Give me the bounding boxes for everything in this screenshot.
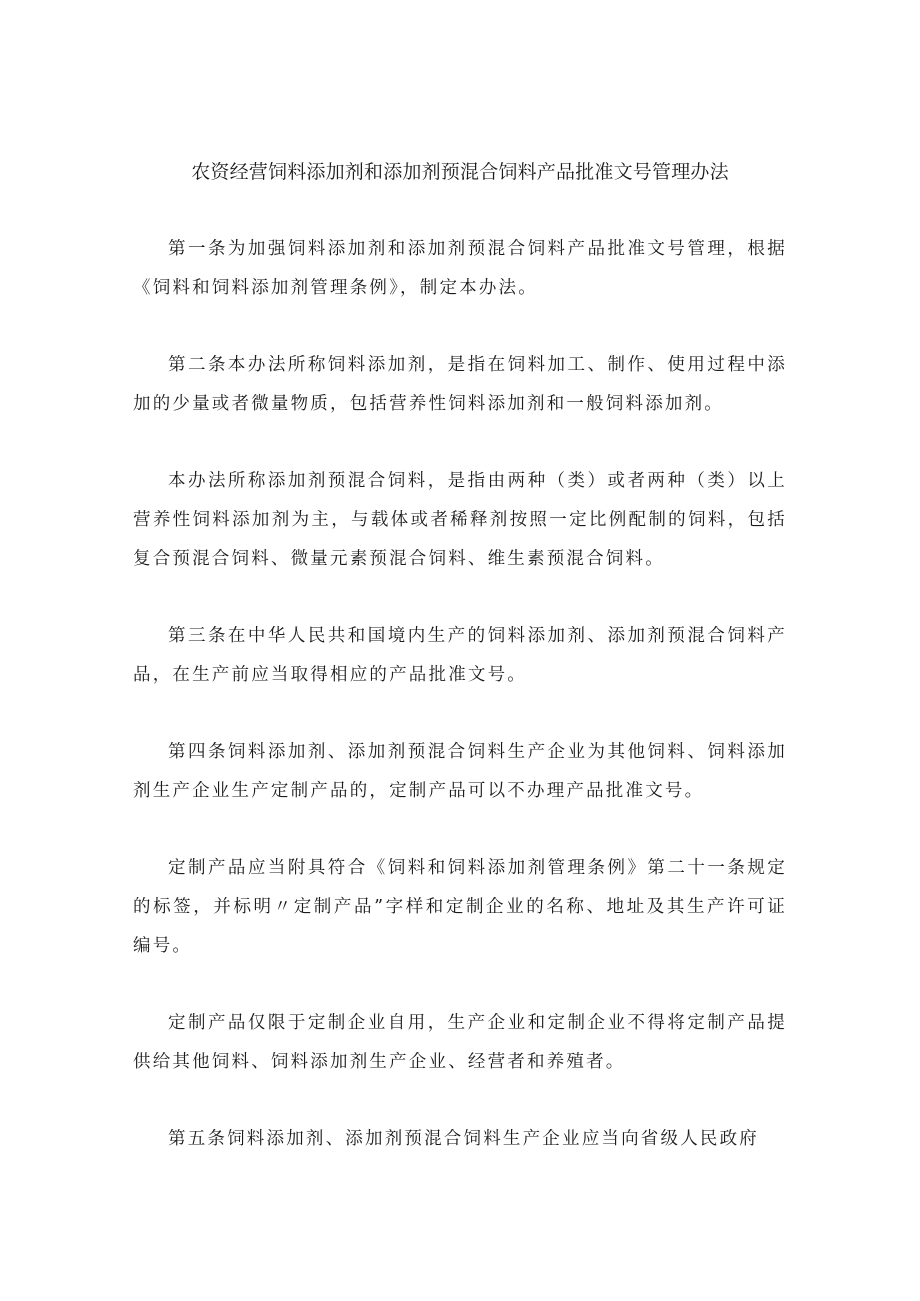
article-4-label-paragraph: 定制产品应当附具符合《饲料和饲料添加剂管理条例》第二十一条规定的标签，并标明〃定制产品”字样和定制企业的名称、地址及其生产许可证编号。	[133, 858, 787, 956]
article-2-premix-paragraph: 本办法所称添加剂预混合饲料，是指由两种（类）或者两种（类）以上营养性饲料添加剂为主，与载体或者稀释剂按照一定比例配制的饲料，包括复合预混合饲料、微量元素预混合饲料、维生素预混合饲料。	[133, 471, 787, 569]
article-4-use-paragraph: 定制产品仅限于定制企业自用，生产企业和定制企业不得将定制产品提供给其他饲料、饲料添加剂生产企业、经营者和养殖者。	[133, 1013, 787, 1072]
article-3-paragraph: 第三条在中华人民共和国境内生产的饲料添加剂、添加剂预混合饲料产品，在生产前应当取得相应的产品批准文号。	[133, 626, 787, 685]
article-5-paragraph: 第五条饲料添加剂、添加剂预混合饲料生产企业应当向省级人民政府	[168, 1129, 759, 1149]
article-4-paragraph: 第四条饲料添加剂、添加剂预混合饲料生产企业为其他饲料、饲料添加剂生产企业生产定制产品的，定制产品可以不办理产品批准文号。	[133, 742, 787, 801]
document-body	[133, 230, 787, 1197]
article-1-paragraph: 第一条为加强饲料添加剂和添加剂预混合饲料产品批准文号管理，根据《饲料和饲料添加剂管理条例》，制定本办法。	[133, 239, 787, 298]
document-title: 农资经营饲料添加剂和添加剂预混合饲料产品批准文号管理办法	[191, 161, 729, 183]
article-2-paragraph: 第二条本办法所称饲料添加剂，是指在饲料加工、制作、使用过程中添加的少量或者微量物质，包括营养性饲料添加剂和一般饲料添加剂。	[133, 355, 787, 414]
